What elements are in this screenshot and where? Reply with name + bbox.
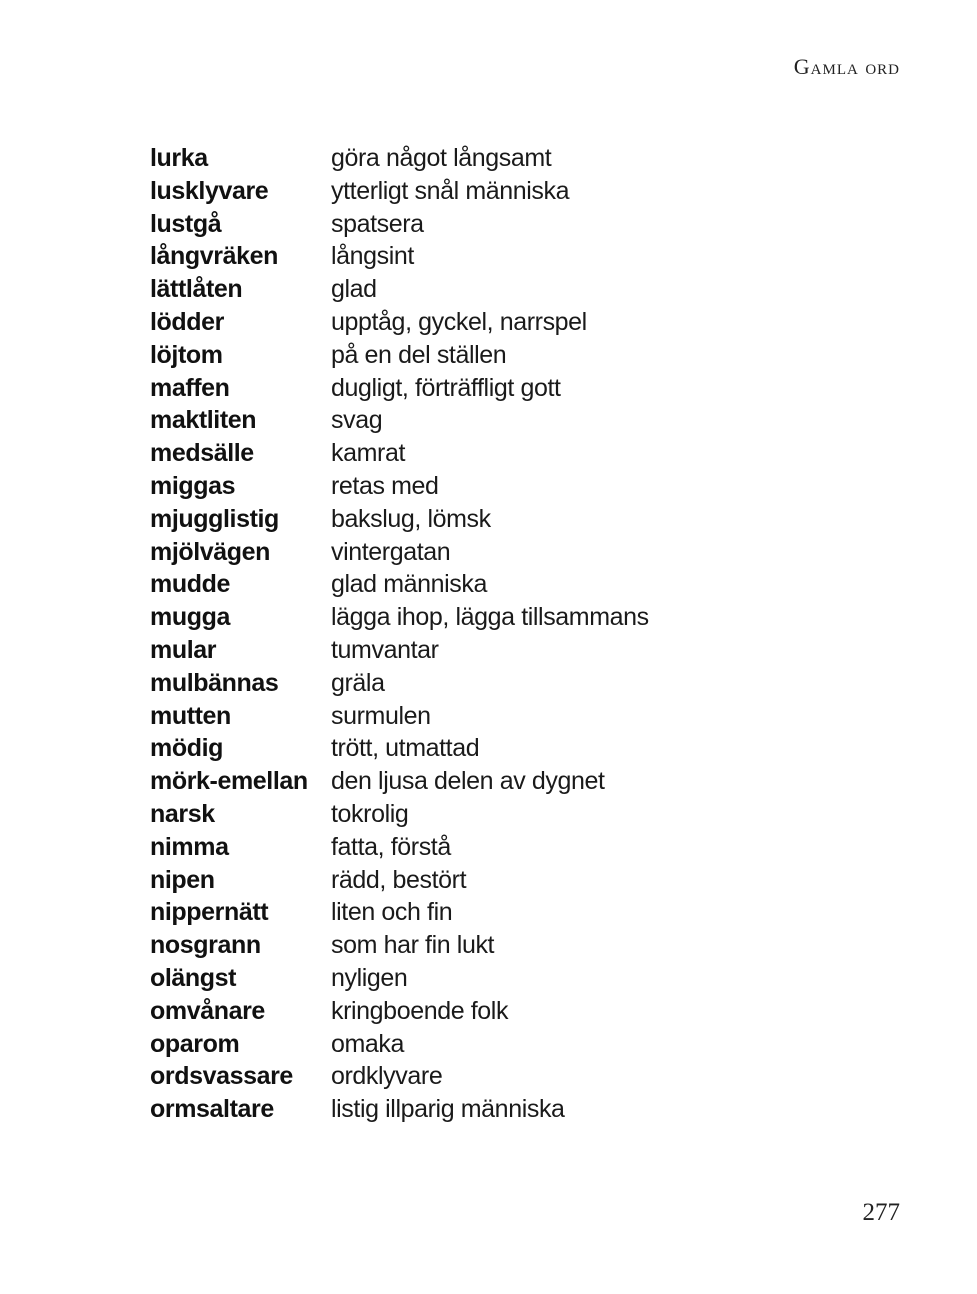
glossary-term: nippernätt — [150, 898, 269, 927]
glossary-entry — [150, 470, 850, 503]
glossary-entry — [150, 273, 850, 306]
glossary-term: oparom — [150, 1029, 240, 1058]
glossary-term: mudde — [150, 570, 230, 599]
glossary-definition: rädd, bestört — [331, 865, 467, 894]
glossary-term: lusklyvare — [150, 176, 269, 205]
glossary-term: medsälle — [150, 439, 254, 468]
glossary-entry — [150, 798, 850, 831]
glossary-term: lättlåten — [150, 275, 243, 304]
glossary-term: miggas — [150, 471, 236, 500]
glossary-term: mugga — [150, 603, 230, 632]
glossary-entry — [150, 1060, 850, 1093]
glossary-entry — [150, 962, 850, 995]
glossary-term: maffen — [150, 373, 230, 402]
page-number: 277 — [862, 1199, 900, 1226]
glossary-entry — [150, 700, 850, 733]
glossary-term: olängst — [150, 963, 237, 992]
glossary-definition: lägga ihop, lägga tillsammans — [331, 603, 649, 632]
glossary-term: mular — [150, 635, 217, 664]
glossary-definition: listig illparig människa — [331, 1095, 565, 1124]
glossary-entry — [150, 634, 850, 667]
glossary-definition: trött, utmattad — [331, 734, 480, 763]
glossary-term: lödder — [150, 307, 224, 336]
glossary-definition: liten och fin — [331, 898, 453, 927]
glossary-term: ormsaltare — [150, 1095, 274, 1124]
glossary-definition: dugligt, förträffligt gott — [331, 373, 561, 402]
glossary-term: nosgrann — [150, 931, 261, 960]
glossary-definition: surmulen — [331, 701, 431, 730]
glossary-definition: på en del ställen — [331, 340, 507, 369]
glossary-definition: göra något långsamt — [331, 144, 552, 172]
glossary-definition: svag — [331, 406, 383, 435]
glossary-definition: spatsera — [331, 209, 424, 238]
glossary-definition: upptåg, gyckel, narrspel — [331, 307, 587, 336]
glossary-definition: glad människa — [331, 570, 488, 599]
glossary-definition: retas med — [331, 471, 439, 500]
glossary-definition: kamrat — [331, 439, 406, 468]
glossary-entry — [150, 1028, 850, 1061]
glossary-definition: långsint — [331, 242, 414, 271]
glossary-entry — [150, 765, 850, 798]
glossary-entry — [150, 831, 850, 864]
glossary-entry — [150, 1093, 850, 1126]
glossary-definition: bakslug, lömsk — [331, 504, 491, 533]
glossary-term: mödig — [150, 734, 223, 763]
glossary-term: långvräken — [150, 242, 279, 271]
glossary-definition: ytterligt snål människa — [331, 176, 570, 205]
glossary-entry — [150, 667, 850, 700]
glossary-definition: den ljusa delen av dygnet — [331, 767, 605, 796]
glossary-term: mjugglistig — [150, 504, 279, 533]
glossary-term: mulbännas — [150, 668, 279, 697]
glossary-entry — [150, 240, 850, 273]
running-head: Gamla ord — [793, 54, 900, 79]
glossary-definition: gräla — [331, 668, 385, 697]
glossary-entry — [150, 372, 850, 405]
glossary-entry — [150, 601, 850, 634]
glossary-term: mjölvägen — [150, 537, 271, 566]
glossary-term: nipen — [150, 865, 215, 894]
glossary-term: lurka — [150, 144, 208, 172]
glossary-definition: vintergatan — [331, 537, 451, 566]
glossary-entry — [150, 142, 850, 175]
glossary-entry — [150, 404, 850, 437]
glossary-term: omvånare — [150, 996, 265, 1025]
glossary-entry — [150, 864, 850, 897]
glossary-entry — [150, 175, 850, 208]
glossary-entry — [150, 503, 850, 536]
glossary-term: ordsvassare — [150, 1062, 293, 1091]
glossary-entry — [150, 995, 850, 1028]
glossary-entry — [150, 536, 850, 569]
glossary-term: mutten — [150, 701, 231, 730]
glossary-term: nimma — [150, 832, 229, 861]
glossary-list — [150, 142, 850, 1126]
glossary-term: narsk — [150, 799, 215, 828]
glossary-term: lustgå — [150, 209, 222, 238]
glossary-entry — [150, 568, 850, 601]
glossary-term: mörk-emellan — [150, 767, 308, 796]
glossary-entry — [150, 437, 850, 470]
glossary-definition: tumvantar — [331, 635, 439, 664]
glossary-definition: tokrolig — [331, 799, 409, 828]
glossary-definition: ordklyvare — [331, 1062, 443, 1091]
glossary-definition: omaka — [331, 1029, 405, 1058]
glossary-entry — [150, 306, 850, 339]
glossary-term: maktliten — [150, 406, 257, 435]
glossary-entry — [150, 929, 850, 962]
glossary-term: löjtom — [150, 340, 223, 369]
glossary-entry — [150, 732, 850, 765]
glossary-definition: glad — [331, 275, 377, 304]
glossary-entry — [150, 208, 850, 241]
glossary-entry — [150, 339, 850, 372]
glossary-entry — [150, 896, 850, 929]
glossary-definition: nyligen — [331, 963, 408, 992]
glossary-definition: fatta, förstå — [331, 832, 451, 861]
glossary-definition: kringboende folk — [331, 996, 509, 1025]
glossary-definition: som har fin lukt — [331, 931, 495, 960]
